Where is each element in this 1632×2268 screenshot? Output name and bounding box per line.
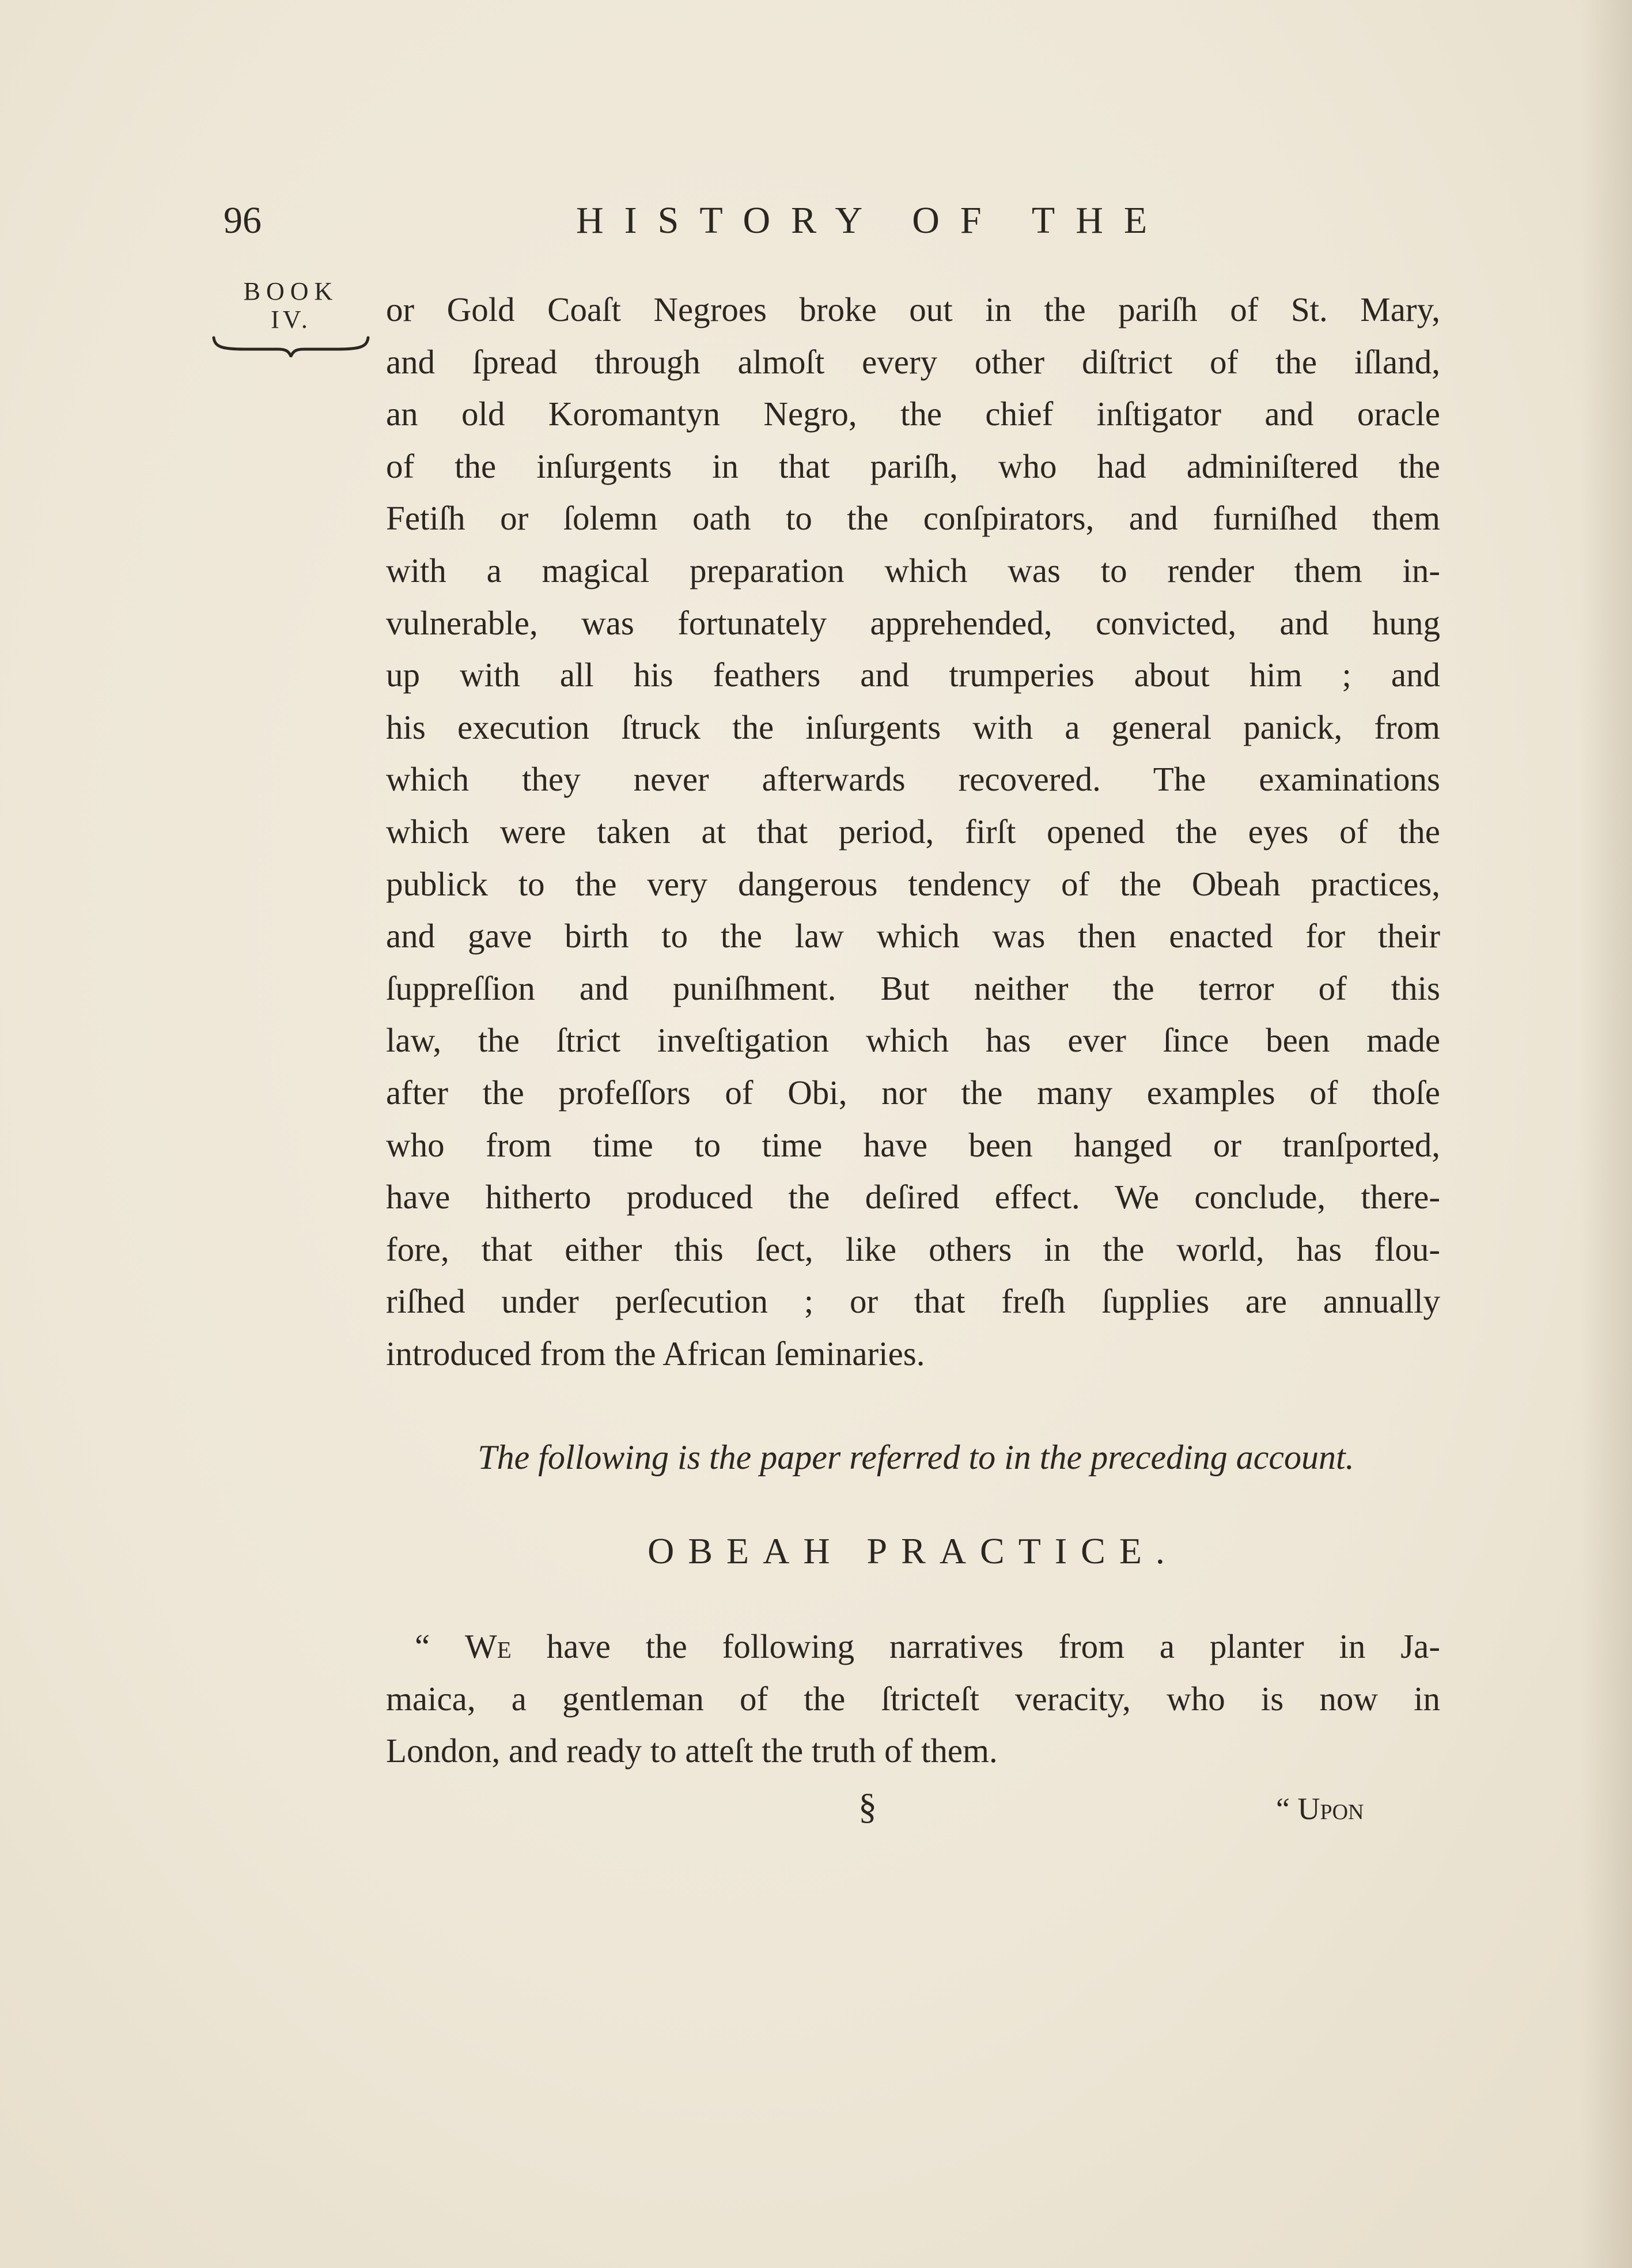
text-line: up with all his feathers and trumperies about him ; and xyxy=(386,656,1440,694)
text-line: and ſpread through almoſt every other diſtrict of the iſland, xyxy=(386,342,1440,381)
brace-ornament-icon xyxy=(210,334,372,357)
text-line: and gave birth to the law which was then enacted for their xyxy=(386,917,1440,955)
text-line: publick to the very dangerous tendency of the Obeah practices, xyxy=(386,864,1440,903)
narrative-paragraph xyxy=(386,1620,1440,1777)
text-line: law, the ſtrict inveſtigation which has ever ſince been made xyxy=(386,1021,1440,1060)
text-line: which they never afterwards recovered. The examinations xyxy=(386,760,1440,799)
text-line: introduced from the African ſeminaries. xyxy=(386,1334,925,1373)
text-line: with a magical preparation which was to render them in- xyxy=(386,551,1440,589)
text-line: fore, that either this ſect, like others in the world, has flou- xyxy=(386,1230,1440,1268)
text-line: maica, a gentleman of the ſtricteſt veracity, who is now in xyxy=(386,1679,1440,1718)
text-line: who from time to time have been hanged or tranſported, xyxy=(386,1125,1440,1164)
running-title: HISTORY OF THE xyxy=(576,199,1168,241)
text-line: of the inſurgents in that pariſh, who had adminiſtered the xyxy=(386,447,1440,485)
text-line: vulnerable, was fortunately apprehended, convicted, and hung xyxy=(386,603,1440,642)
text-line: have hitherto produced the deſired effect. We conclude, there- xyxy=(386,1178,1440,1216)
running-head xyxy=(219,193,1313,251)
text-line: ſuppreſſion and puniſhment. But neither the terror of this xyxy=(386,969,1440,1007)
text-line: Fetiſh or ſolemn oath to the conſpirators, and furniſhed them xyxy=(386,499,1440,538)
text-line: which were taken at that period, firſt opened the eyes of the xyxy=(386,812,1440,850)
text-line: after the profeſſors of Obi, nor the many examples of thoſe xyxy=(386,1073,1440,1112)
text-line xyxy=(386,1620,1440,1673)
marginal-volume-label: IV. xyxy=(271,305,311,334)
text-line: London, and ready to atteſt the truth of them. xyxy=(386,1732,998,1770)
text-line: riſhed under perſecution ; or that freſh ſupplies are annually xyxy=(386,1282,1440,1321)
section-title: OBEAH PRACTICE. xyxy=(648,1530,1179,1571)
marginal-note xyxy=(205,277,377,357)
text-line: his execution ſtruck the inſurgents with a general panick, from xyxy=(386,708,1440,746)
intro-note: The following is the paper referred to in the preceding account. xyxy=(478,1438,1354,1476)
page-number: 96 xyxy=(224,199,262,241)
marginal-book-label: BOOK xyxy=(243,277,339,305)
first-word: We xyxy=(465,1627,512,1665)
text-line: an old Koromantyn Negro, the chief inſtigator and oracle xyxy=(386,395,1440,433)
catchword: “ Upon xyxy=(1276,1791,1364,1826)
section-mark: § xyxy=(858,1786,877,1827)
main-paragraph xyxy=(386,284,1440,1379)
open-quote: “ xyxy=(415,1627,430,1665)
text-line: or Gold Coaſt Negroes broke out in the pariſh of St. Mary, xyxy=(386,290,1440,328)
line-rest: have the following narratives from a planter in Ja- xyxy=(546,1627,1441,1665)
